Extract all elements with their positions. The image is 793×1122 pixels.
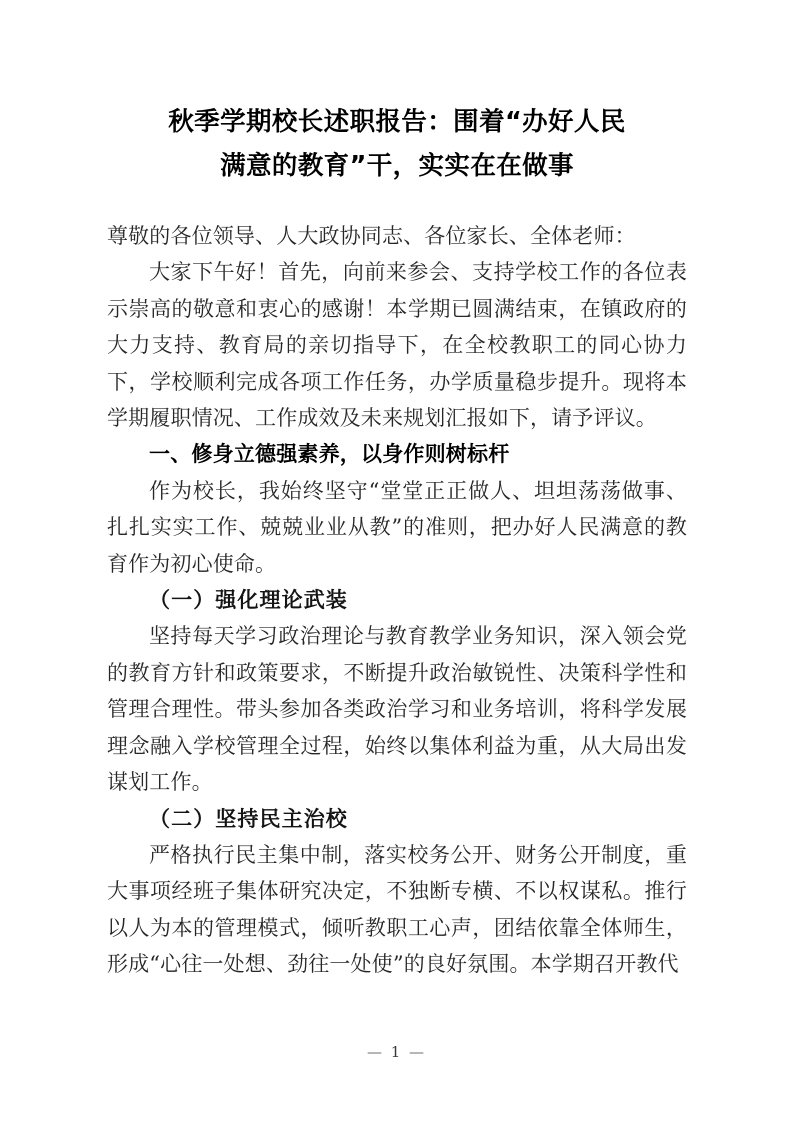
page-title — [107, 100, 687, 188]
page-title-line-2: 满意的教育”干，实实在在做事 — [220, 151, 574, 181]
footer-dash-right: — — [409, 1043, 427, 1061]
title-body-spacer — [107, 188, 687, 218]
document-content — [107, 100, 687, 983]
subsection-heading-one: （一）强化理论武装 — [149, 587, 348, 613]
page-footer — [0, 1043, 793, 1061]
subsection-two-paragraph: 严格执行民主集中制，落实校务公开、财务公开制度，重大事项经班子集体研究决定，不独断专横、不以权谋私。推行以人为本的管理模式，倾听教职工心声，团结依靠全体师生，形成“心往一处想、劲往一处使”的良好氛围。本学期召开教代 — [107, 842, 687, 977]
opening-paragraph: 大家下午好！首先，向前来参会、支持学校工作的各位表示崇高的敬意和衷心的感谢！本学期已圆满结束，在镇政府的大力支持、教育局的亲切指导下，在全校教职工的同心协力下，学校顺利完成各项工作任务，办学质量稳步提升。现将本学期履职情况、工作成效及未来规划汇报如下，请予评议。 — [107, 260, 687, 431]
section-heading-one: 一、修身立德强素养，以身作则树标杆 — [149, 442, 510, 467]
subsection-one-paragraph: 坚持每天学习政治理论与教育教学业务知识，深入领会党的教育方针和政策要求，不断提升政治敏锐性、决策科学性和管理合理性。带头参加各类政治学习和业务培训，将科学发展理念融入学校管理全过程，始终以集体利益为重，从大局出发谋划工作。 — [107, 624, 687, 795]
page-title-line-1: 秋季学期校长述职报告：围着“办好人民 — [168, 107, 626, 137]
salutation-line: 尊敬的各位领导、人大政协同志、各位家长、全体老师： — [107, 224, 636, 248]
footer-dash-left: — — [366, 1043, 384, 1061]
section-one-intro-paragraph: 作为校长，我始终坚守“堂堂正正做人、坦坦荡荡做事、扎扎实实工作、兢兢业业从教”的准则，把办好人民满意的教育作为初心使命。 — [107, 478, 687, 576]
footer-page-number: 1 — [390, 1043, 403, 1061]
subsection-heading-two: （二）坚持民主治校 — [149, 805, 348, 831]
